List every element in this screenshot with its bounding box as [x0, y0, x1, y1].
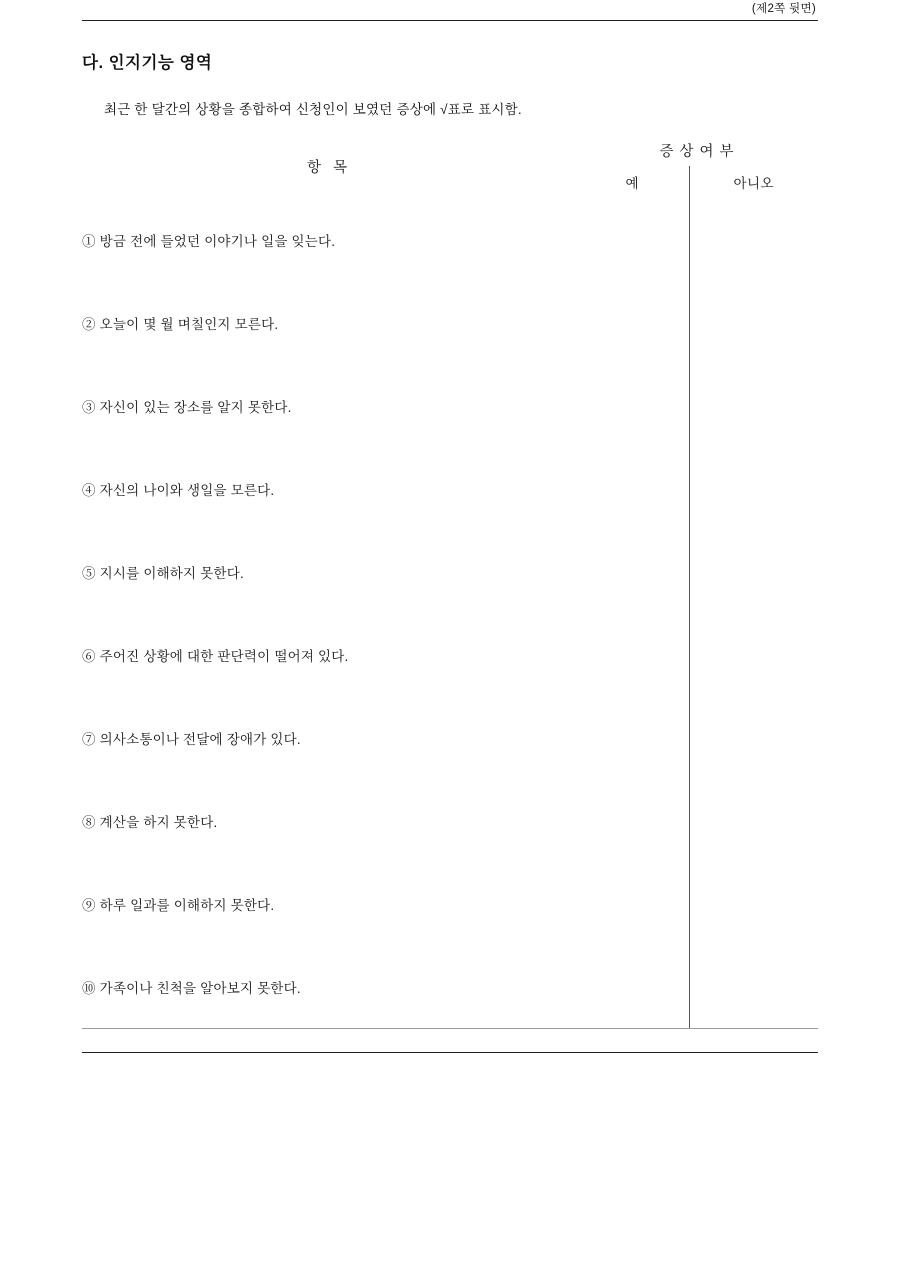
table-row: [82, 281, 818, 364]
column-header-symptom-group: 증 상 여 부: [659, 143, 735, 160]
question-label: ⑧ 계산을 하지 못한다.: [82, 814, 218, 830]
table-row: [82, 447, 818, 530]
answer-cell-no[interactable]: [689, 530, 818, 613]
answer-cell-no[interactable]: [689, 862, 818, 945]
table-row: [82, 779, 818, 862]
table-row: [82, 364, 818, 447]
answer-cell-yes[interactable]: [576, 281, 689, 364]
table-header-row-top: [82, 134, 818, 166]
table-row: [82, 696, 818, 779]
question-label: ③ 자신이 있는 장소를 알지 못한다.: [82, 399, 292, 415]
table-header: [82, 134, 818, 198]
question-label: ⑥ 주어진 상황에 대한 판단력이 떨어져 있다.: [82, 648, 349, 664]
answer-cell-yes[interactable]: [576, 447, 689, 530]
section-heading: 다. 인지기능 영역: [82, 54, 213, 72]
answer-cell-yes[interactable]: [576, 364, 689, 447]
instruction-text: 최근 한 달간의 상황을 종합하여 신청인이 보였던 증상에 √표로 표시함.: [104, 102, 522, 117]
answer-cell-yes[interactable]: [576, 779, 689, 862]
answer-cell-yes[interactable]: [576, 530, 689, 613]
cognitive-function-table: [82, 134, 818, 1029]
column-header-no: 아니오: [733, 176, 775, 191]
question-label: ④ 자신의 나이와 생일을 모른다.: [82, 482, 275, 498]
table-body: [82, 198, 818, 1029]
answer-cell-no[interactable]: [689, 198, 818, 281]
answer-cell-yes[interactable]: [576, 198, 689, 281]
table-row: [82, 530, 818, 613]
column-header-item: 항 목: [306, 159, 352, 176]
table-row: [82, 198, 818, 281]
answer-cell-no[interactable]: [689, 281, 818, 364]
answer-cell-yes[interactable]: [576, 613, 689, 696]
footer-divider: [82, 1052, 818, 1053]
answer-cell-no[interactable]: [689, 696, 818, 779]
question-label: ⑦ 의사소통이나 전달에 장애가 있다.: [82, 731, 301, 747]
column-header-yes: 예: [576, 166, 689, 198]
header-divider: [82, 20, 818, 21]
question-label: ② 오늘이 몇 월 며칠인지 모른다.: [82, 316, 279, 332]
table-row: [82, 613, 818, 696]
answer-cell-no[interactable]: [689, 613, 818, 696]
question-label: ⑨ 하루 일과를 이해하지 못한다.: [82, 897, 275, 913]
table-row: [82, 862, 818, 945]
answer-cell-yes[interactable]: [576, 945, 689, 1029]
question-label: ⑩ 가족이나 친척을 알아보지 못한다.: [82, 945, 576, 1029]
answer-cell-no[interactable]: [689, 364, 818, 447]
answer-cell-no[interactable]: [689, 447, 818, 530]
answer-cell-no[interactable]: [689, 945, 818, 1029]
answer-cell-yes[interactable]: [576, 862, 689, 945]
answer-cell-yes[interactable]: [576, 696, 689, 779]
page-marker: (제2쪽 뒷면): [751, 3, 816, 15]
table-row: [82, 945, 818, 1029]
question-label: ⑤ 지시를 이해하지 못한다.: [82, 565, 244, 581]
question-label: ① 방금 전에 들었던 이야기나 일을 잊는다.: [82, 233, 336, 249]
answer-cell-no[interactable]: [689, 779, 818, 862]
